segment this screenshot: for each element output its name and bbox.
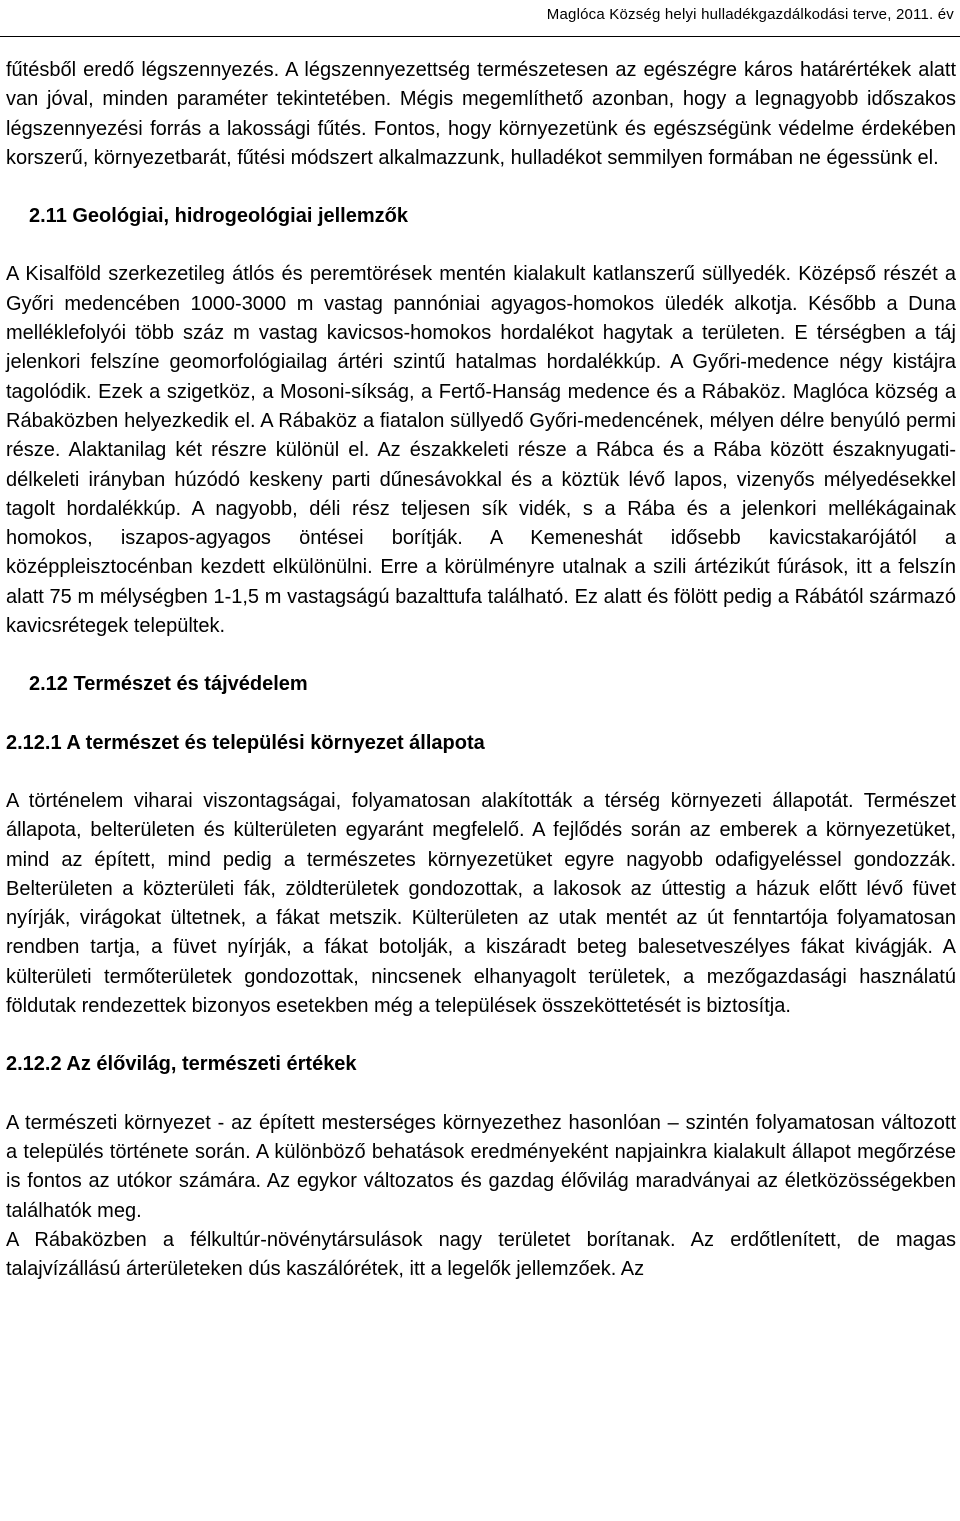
heading-geology: 2.11 Geológiai, hidrogeológiai jellemzők	[29, 205, 408, 228]
paragraph-wildlife: A természeti környezet - az épített mesterséges környezethez hasonlóan – szintén folyamatosan változott a település története során. A különböző behatások eredményeként napjainkra kialakult állapot megőrzése is fontos az utókor számára. Az egykor változatos és gazdag élővilág maradványai az életközösségekben találhatók meg.	[6, 1111, 956, 1222]
spacer	[6, 1021, 956, 1050]
spacer	[6, 173, 956, 202]
heading-nature-protection: 2.12 Természet és tájvédelem	[29, 673, 308, 696]
spacer	[6, 700, 956, 729]
paragraph-nature-state: A történelem viharai viszontagságai, folyamatosan alakították a térség környezeti állapotát. Természet állapota, belterületen és külterületen egyaránt megfelelő. A fejlődés során az emberek a környezetüket, mind az épített, mind pedig a természetes környezetüket egyre nagyobb odafigyeléssel gondozzák. Belterületen a közterületi fák, zöldterületek gondozottak, a lakosok az úttestig a házuk előtt lévő füvet nyírják, virágokat ültetnek, a fákat metszik. Külterületen az utak mentét az út fenntartója folyamatosan rendben tartja, a füvet nyírják, a fákat botolják, a kiszáradt beteg balesetveszélyes fákat kivágják. A külterületi termőterületek gondozottak, nincsenek elhanyagolt területek, a mezőgazdasági használatú földutak rendezettek bizonyos esetekben még a települések összeköttetését is biztosítja.	[6, 789, 956, 1018]
spacer	[6, 641, 956, 670]
header-rule	[0, 36, 960, 37]
paragraph-air-pollution: fűtésből eredő légszennyezés. A légszennyezettség természetesen az egészégre káros határértékek alatt van jóval, minden paraméter tekintetében. Mégis megemlíthető azonban, hogy a legnagyobb időszakos légszennyezési forrás a lakossági fűtés. Fontos, hogy környezetünk és egészségünk védelme érdekében korszerű, környezetbarát, fűtési módszert alkalmazzunk, hulladékot semmilyen formában ne égessünk el.	[6, 59, 956, 169]
heading-wildlife: 2.12.2 Az élővilág, természeti értékek	[6, 1053, 357, 1076]
spacer	[6, 758, 956, 787]
running-header: Maglóca Község helyi hulladékgazdálkodási terve, 2011. év	[546, 6, 954, 23]
paragraph-geology: A Kisalföld szerkezetileg átlós és peremtörések mentén kialakult katlanszerű süllyedék. Középső részét a Győri medencében 1000-3000 m vastag pannóniai agyagos-homokos üledék alkotja. Később a Duna melléklefolyói több száz m vastag kavicsos-homokos hordalékot hagytak a területen. E térségben a táj jelenkori felszíne geomorfológiailag ártéri szintű hatalmas hordalékkúp. A Győri-medence négy kistájra tagolódik. Ezek a szigetköz, a Mosoni-síkság, a Fertő-Hanság medence és a Rábaköz. Maglóca község a Rábaközben helyezkedik el. A Rábaköz a fiatalon süllyedő Győri-medencének, mélyen délre benyúló permi része. Alaktanilag két részre különül el. Az északkeleti része a Rábca és a Rába között északnyugati-délkeleti irányban húzódó keskeny parti dűnesávokkal és a köztük lévő lapos, vizenyős mélyedésekkel tagolt hordalékkúp. A nagyobb, déli rész teljesen sík vidék, s a Rába és a jelenkori mellékágainak homokos, iszapos-agyagos öntései borítják. A Kemeneshát idősebb kavicstakarójától a középpleisztocénban kezdett elkülönülni. Erre a körülményre utalnak a szili ártézikút fúrások, itt a felszín alatt 75 m mélységben 1-1,5 m vastagságú bazalttufa található. Ez alatt és fölött pedig a Rábától származó kavicsrétegek települtek.	[6, 263, 956, 638]
heading-nature-state: 2.12.1 A természet és települési környezet állapota	[6, 731, 485, 754]
document-body	[6, 56, 956, 1284]
spacer	[6, 231, 956, 260]
spacer	[6, 1080, 956, 1109]
paragraph-rabakoz-plants: A Rábaközben a félkultúr-növénytársulások nagy területet borítanak. Az erdőtlenített, de magas talajvízállású árterületeken dús kaszálórétek, itt a legelők jellemzőek. Az	[6, 1228, 956, 1281]
